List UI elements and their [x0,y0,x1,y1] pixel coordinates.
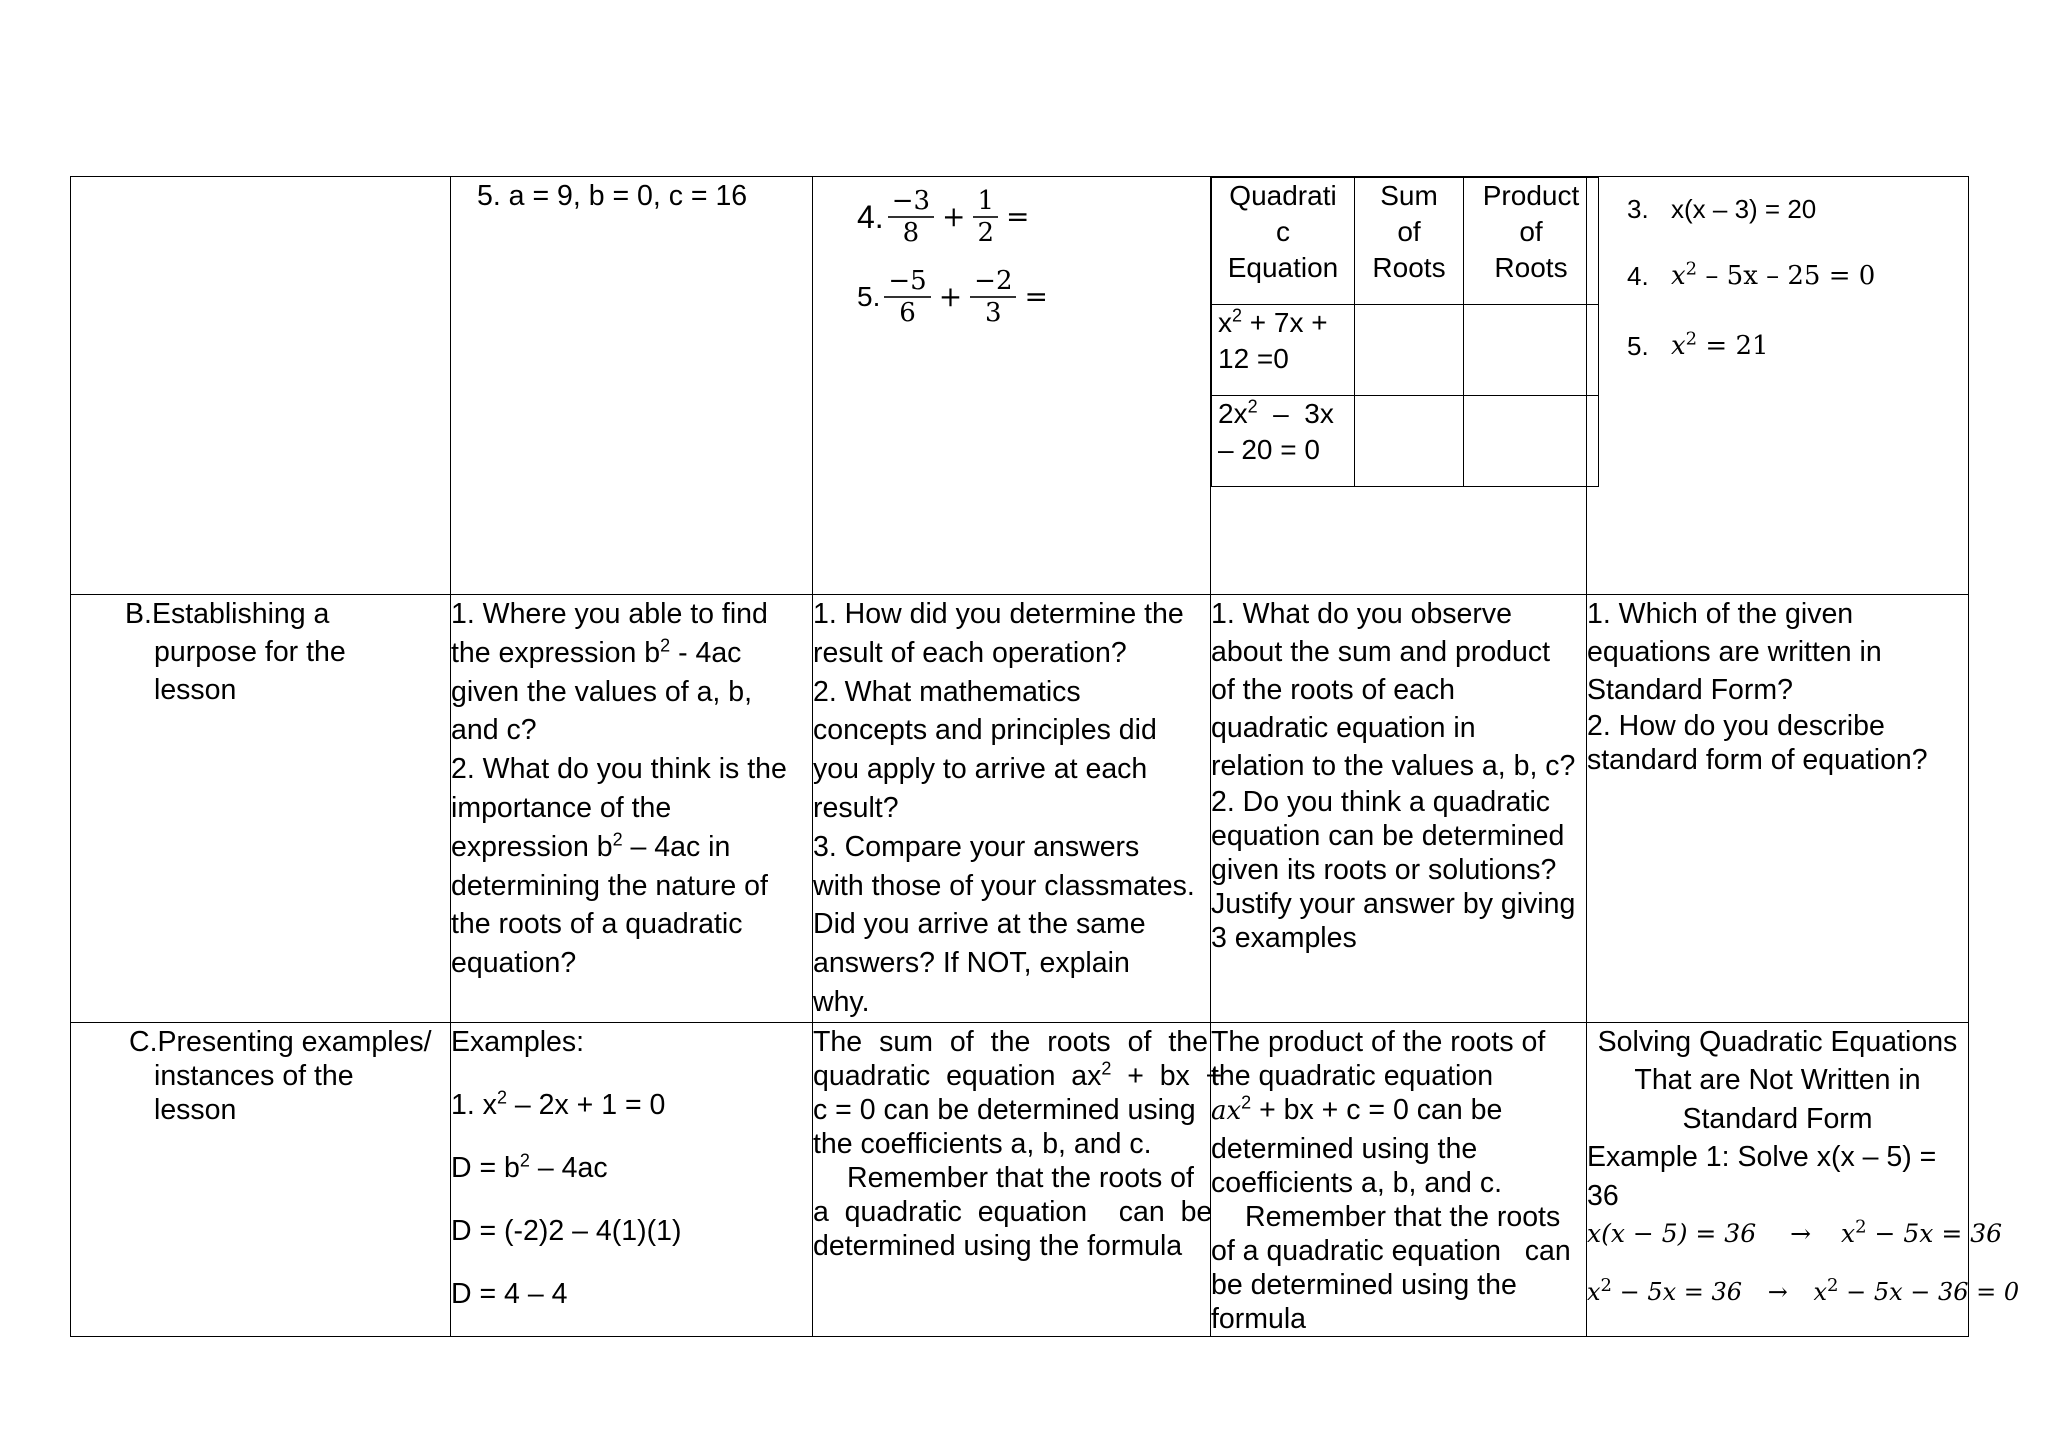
fraction [973,186,998,248]
math-term: ax [1211,1095,1242,1126]
cell-c-col4 [1211,1022,1587,1336]
header-line: Product [1482,180,1580,211]
text-line: the quadratic equation [1211,1059,1494,1092]
product-cell [1464,396,1599,487]
text-line: relation to the values a, b, c? [1211,750,1576,782]
arrow-icon: → [1767,1278,1788,1307]
arrow-icon: → [1790,1219,1812,1249]
math-expr: x [1840,1219,1856,1249]
text-line: given its roots or solutions? [1211,854,1557,886]
cell-b-col4 [1211,595,1587,1023]
eq-text: x [1218,307,1232,338]
text-line: formula [1211,1302,1307,1335]
label-text: purpose for the [154,636,346,668]
label-letter: C. [129,1025,158,1058]
equation: – 4ac [529,1151,608,1184]
text-line: 3. Compare your answers [813,830,1140,863]
cell-c-col2 [451,1022,813,1336]
exponent: 2 [496,1087,507,1108]
math-expr: − 5x = 36 [1866,1219,2003,1249]
equals-sign: = [1024,280,1048,313]
text-line: c = 0 can be determined using [813,1093,1196,1126]
text-line: given the values of a, b, [451,675,753,708]
exponent: 2 [1101,1058,1112,1079]
example-text: 36 [1587,1179,1619,1212]
equation: x(x – 3) = 20 [1671,194,1817,224]
eq-text: – 20 = 0 [1218,434,1320,465]
numerator: −5 [884,266,930,298]
text-line: 2. How do you describe [1587,710,1885,742]
label-text: lesson [154,1093,237,1126]
equation: 1. x [451,1088,497,1121]
text-line: of the roots of each [1211,674,1455,706]
math-expr: − 5x − 36 = 0 [1838,1278,2020,1307]
plus-sign: + [942,200,966,233]
item-number: 4. [857,199,884,235]
cell-b-col5 [1587,595,1969,1023]
product-cell [1464,305,1599,396]
denominator: 8 [902,218,920,248]
eq-text: 12 =0 [1218,343,1289,374]
header-line: Roots [1494,252,1568,283]
text-line: and c? [451,714,537,747]
text-line: Remember that the roots of [847,1161,1194,1194]
denominator: 6 [899,298,916,328]
text-line: 2. Do you think a quadratic [1211,786,1551,818]
text-line: determined using the [1211,1132,1478,1165]
denominator: 3 [985,298,1002,328]
text-line: why. [813,985,870,1018]
header-line: of [1519,216,1543,247]
roots-table-row [1212,305,1599,396]
text-line: 1. What do you observe [1211,598,1513,630]
label-text: instances of the [154,1059,354,1092]
text-line: a quadratic equation can be [813,1195,1213,1228]
equation-cell [1212,305,1355,396]
text-line: Standard Form? [1587,674,1793,706]
fraction [884,266,930,328]
row-label-c [71,1022,451,1336]
table-row [71,1022,1969,1336]
math-expr: x(x − 5) = 36 [1587,1219,1757,1249]
table-row [71,177,1969,595]
cell-a-col2 [451,177,813,595]
list-item [1627,177,1968,241]
fraction-item-5 [857,257,1210,337]
exponent: 2 [1241,1092,1252,1113]
exponent: 2 [1685,328,1698,350]
cell-a-col5 [1587,177,1969,595]
label-text: Presenting examples/ [157,1025,432,1058]
list-item [1627,241,1968,311]
text-line: equations are written in [1587,636,1882,668]
equation: D = 4 – 4 [451,1277,568,1310]
text-line: equation? [451,947,577,980]
text-line: coefficients a, b, and c. [1211,1166,1502,1199]
text-line: 2. What do you think is the [451,753,787,786]
math-expr: x [1813,1278,1828,1307]
fraction [970,266,1016,328]
text-line: Justify your answer by giving [1211,888,1576,920]
text-line: answers? If NOT, explain [813,947,1130,980]
row-label-b [71,595,451,1023]
header-sum-of-roots [1355,178,1464,305]
cell-c-col3 [813,1022,1223,1336]
eq-text: + 7x + [1242,307,1328,338]
exponent: 2 [1232,305,1243,326]
exponent: 2 [1685,258,1698,280]
header-line: of [1397,216,1421,247]
variable: x [1671,331,1686,361]
text-line: 1. Which of the given [1587,598,1854,630]
text-line: you apply to arrive at each [813,753,1148,786]
text-line: 2. What mathematics [813,675,1081,708]
fraction-item-4 [857,177,1210,257]
text-line: the expression b [451,636,661,669]
text-line: Did you arrive at the same [813,908,1146,941]
label-text: Establishing a [151,598,330,630]
text-line: of a quadratic equation can [1211,1234,1571,1267]
equation-cell [1212,396,1355,487]
text-line: result? [813,791,899,824]
item-number: 5. [1627,331,1649,361]
header-quadratic-equation [1212,178,1355,305]
text-line: Remember that the roots [1245,1200,1561,1233]
text-line: concepts and principles did [813,714,1157,747]
item-text: 5. a = 9, b = 0, c = 16 [477,180,748,212]
text-line: be determined using the [1211,1268,1517,1301]
text-line: 3 examples [1211,922,1357,954]
text-line: result of each operation? [813,636,1127,669]
numerator: 1 [973,186,998,218]
cell-b-col3 [813,595,1211,1023]
header-line: Roots [1372,252,1446,283]
equation: = 21 [1697,331,1769,361]
header-line: Equation [1227,252,1339,283]
exponent: 2 [519,1150,530,1171]
eq-text: 2x [1218,398,1248,429]
example-text: Example 1: Solve x(x – 5) = [1587,1141,1937,1174]
text-line: The product of the roots of [1211,1025,1546,1058]
cell-a-col3 [813,177,1211,595]
text-line: + bx + c = 0 can be [1251,1093,1503,1126]
lesson-plan-table [70,176,2020,1337]
section-title: That are Not Written in [1634,1064,1921,1097]
plus-sign: + [938,280,963,313]
cell-a-col4 [1211,177,1587,595]
text-line: 1. How did you determine the [813,598,1184,630]
equation: D = b [451,1151,520,1184]
eq-text: – 3x [1257,398,1334,429]
math-step [1587,1215,2003,1273]
text-line: 1. Where you able to find [451,598,768,630]
header-line: c [1276,216,1290,247]
exponent: 2 [1247,396,1258,417]
text-line: the roots of a quadratic [451,908,743,941]
equals-sign: = [1006,200,1030,233]
examples-title: Examples: [451,1025,585,1058]
text-line: + bx + [1111,1059,1223,1092]
text-line: determining the nature of [451,869,768,902]
text-line: standard form of equation? [1587,744,1928,776]
fraction [888,186,934,248]
variable: x [1671,261,1686,291]
section-title: Solving Quadratic Equations [1597,1025,1958,1058]
text-line: determined using the formula [813,1229,1183,1262]
sum-cell [1355,396,1464,487]
text-line: - 4ac [670,636,742,669]
header-product-of-roots [1464,178,1599,305]
header-line: Sum [1380,180,1438,211]
equation: – 5x – 25 = 0 [1697,261,1876,291]
cell-c-col5 [1587,1022,2020,1336]
exponent: 2 [612,829,623,850]
equation: – 2x + 1 = 0 [506,1088,666,1121]
text-line: – 4ac in [622,830,731,863]
table-row [71,595,1969,1023]
roots-table-header [1212,178,1599,305]
item-number: 3. [1627,194,1649,224]
text-line: expression b [451,830,613,863]
label-letter: B. [125,598,152,630]
text-line: equation can be determined [1211,820,1565,852]
text-line: importance of the [451,791,672,824]
numerator: −3 [888,186,934,218]
text-line: with those of your classmates. [813,869,1195,902]
exponent: 2 [1827,1275,1839,1297]
section-title: Standard Form [1682,1102,1873,1135]
header-line: Quadrati [1229,180,1337,211]
cell-b-col2 [451,595,813,1023]
roots-table-row [1212,396,1599,487]
roots-table [1211,177,1599,487]
list-item [1627,311,1968,381]
text-line: quadratic equation in [1211,712,1476,744]
numerator: −2 [970,266,1016,298]
math-expr: x [1587,1278,1601,1307]
exponent: 2 [1600,1275,1612,1297]
exponent: 2 [1855,1216,1867,1238]
label-text: lesson [154,674,237,706]
math-expr: − 5x = 36 [1612,1278,1743,1307]
equation: D = (-2)2 – 4(1)(1) [451,1214,682,1247]
row-label [129,1025,450,1059]
text-line: the coefficients a, b, and c. [813,1127,1152,1160]
denominator: 2 [977,218,995,248]
math-step [1587,1273,2020,1312]
row-label-empty [71,177,451,595]
text-line: about the sum and product [1211,636,1551,668]
item-number: 4. [1627,261,1649,291]
text-line: The sum of the roots of the [813,1025,1208,1058]
item-number: 5. [857,281,881,312]
exponent: 2 [660,635,671,656]
row-label [125,595,450,633]
text-line: quadratic equation ax [813,1059,1102,1092]
sum-cell [1355,305,1464,396]
